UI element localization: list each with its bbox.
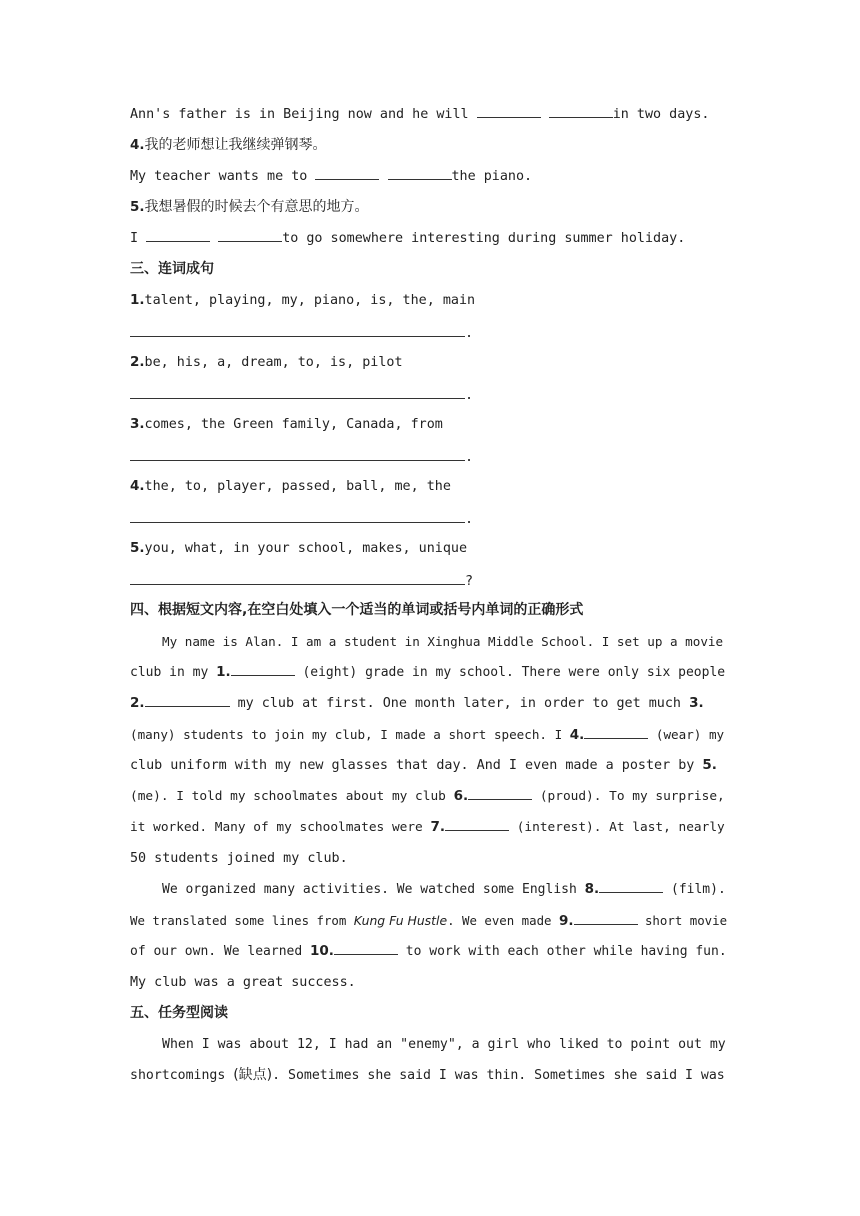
- q5-sentence: [130, 223, 731, 254]
- p4-text: club uniform with my new glasses that day. And I even made a poster by: [130, 758, 703, 773]
- p4-text: (proud). To my surprise,: [532, 789, 725, 804]
- p4-text: to work with each other while having fun.: [397, 944, 727, 959]
- p3-item-2-answer-line[interactable]: [130, 378, 465, 399]
- p4-text: My name is Alan. I am a student in Xinghua Middle School. I set up a movie: [162, 634, 724, 649]
- p5-text: . Sometimes she said I was thin. Sometimes she said I was: [272, 1068, 725, 1083]
- part3-heading: 三、连词成句: [130, 261, 214, 277]
- p4-text: (me). I told my schoolmates about my club: [130, 789, 454, 804]
- blank-4[interactable]: [584, 724, 648, 739]
- blank-2-number: 2.: [130, 695, 145, 711]
- part4-paragraph-1: [130, 626, 731, 874]
- q5-text-a: I: [130, 231, 147, 246]
- p3-item-4-number: 4.: [130, 478, 145, 494]
- p3-item-4-answer-line[interactable]: [130, 502, 465, 523]
- q4-blank-1[interactable]: [315, 165, 379, 180]
- p3-item-5-words: [130, 533, 731, 564]
- blank-6[interactable]: [468, 785, 532, 800]
- p4-text: (film).: [663, 882, 726, 897]
- p4-text: (interest). At last, nearly: [509, 820, 725, 835]
- film-title: Kung Fu Hustle: [353, 913, 448, 928]
- blank-10[interactable]: [334, 940, 398, 955]
- worksheet-content: [130, 99, 731, 1091]
- p5-line-1: [130, 1029, 731, 1060]
- p3-item-4-words: [130, 471, 731, 502]
- p4-text: of our own. We learned: [130, 944, 311, 959]
- blank-7[interactable]: [445, 816, 509, 831]
- p3-item-5-end: ?: [465, 574, 474, 589]
- p4-line-7: [130, 812, 731, 843]
- part4-paragraph-2: [130, 874, 731, 998]
- q5-blank-1[interactable]: [146, 227, 210, 242]
- p4-line-10: [130, 905, 731, 936]
- q5-text-b: to go somewhere interesting during summer holiday.: [282, 231, 686, 246]
- part4-heading: 四、根据短文内容,在空白处填入一个适当的单词或括号内单词的正确形式: [130, 602, 584, 618]
- p3-item-3-end: .: [465, 450, 474, 465]
- p3-item-4-text: the, to, player, passed, ball, me, the: [144, 479, 451, 494]
- blank-1-number: 1.: [216, 664, 231, 680]
- p3-item-3-number: 3.: [130, 416, 145, 432]
- p3-item-1-number: 1.: [130, 292, 145, 308]
- blank-8-number: 8.: [584, 881, 600, 897]
- p4-line-6: [130, 781, 731, 812]
- p5-text: shortcomings: [130, 1068, 234, 1083]
- p3-item-3-answer-line[interactable]: [130, 440, 465, 461]
- q3-sentence: [130, 99, 731, 130]
- p4-line-9: [130, 874, 731, 905]
- q4-blank-2[interactable]: [388, 165, 452, 180]
- q4-chinese: 我的老师想让我继续弹钢琴。: [144, 137, 327, 153]
- q3-text-b: in two days.: [612, 107, 710, 122]
- blank-8[interactable]: [599, 878, 663, 893]
- q3-text-a: Ann's father is in Beijing now and he will: [130, 107, 477, 122]
- blank-2[interactable]: [145, 692, 230, 707]
- p3-item-2-answer: [130, 378, 731, 409]
- p3-item-2-number: 2.: [130, 354, 145, 370]
- p4-line-12: [130, 967, 731, 998]
- q5-chinese: 我想暑假的时候去个有意思的地方。: [144, 199, 369, 215]
- p4-text: (wear) my: [648, 727, 725, 742]
- p5-text: When I was about 12, I had an "enemy", a girl who liked to point out my: [162, 1037, 726, 1052]
- p4-line-2: [130, 657, 731, 688]
- p4-text: short movie: [637, 913, 728, 928]
- q4-text-b: the piano.: [451, 169, 533, 184]
- p4-text: (many) students to join my club, I made a short speech. I: [130, 727, 570, 742]
- p4-text: We translated some lines from: [130, 913, 354, 928]
- blank-1[interactable]: [231, 661, 295, 676]
- p4-text: (eight) grade in my school. There were only six people: [294, 665, 726, 680]
- q3-blank-1[interactable]: [477, 103, 541, 118]
- p4-text: 50 students joined my club.: [130, 851, 348, 866]
- q5-blank-2[interactable]: [218, 227, 282, 242]
- part5-heading: 五、任务型阅读: [130, 1005, 228, 1021]
- blank-10-number: 10.: [310, 943, 334, 959]
- q3-blank-2[interactable]: [549, 103, 613, 118]
- p3-item-1-answer-line[interactable]: [130, 316, 465, 337]
- q5-number: 5.: [130, 199, 145, 215]
- q4-text-a: My teacher wants me to: [130, 169, 316, 184]
- blank-5-number: 5.: [702, 757, 717, 773]
- p3-item-1-words: [130, 285, 731, 316]
- p4-line-4: [130, 719, 731, 750]
- p3-item-4-answer: [130, 502, 731, 533]
- q5-prompt: [130, 192, 731, 223]
- p3-item-3-text: comes, the Green family, Canada, from: [144, 417, 443, 432]
- blank-9[interactable]: [574, 910, 638, 925]
- p5-gloss: (缺点): [233, 1067, 273, 1083]
- blank-9-number: 9.: [558, 913, 574, 929]
- p3-item-2-words: [130, 347, 731, 378]
- blank-6-number: 6.: [453, 788, 469, 804]
- blank-3-number: 3.: [689, 695, 704, 711]
- p3-item-3-words: [130, 409, 731, 440]
- p4-line-3: [130, 688, 731, 719]
- p3-item-2-text: be, his, a, dream, to, is, pilot: [144, 355, 403, 370]
- q4-sentence: [130, 161, 731, 192]
- p3-item-2-end: .: [465, 388, 474, 403]
- p3-item-4-end: .: [465, 512, 474, 527]
- blank-7-number: 7.: [430, 819, 446, 835]
- q4-prompt: [130, 130, 731, 161]
- p3-item-1-answer: [130, 316, 731, 347]
- p4-text: club in my: [130, 665, 217, 680]
- p4-text: We organized many activities. We watched some English: [162, 882, 585, 897]
- p4-text: it worked. Many of my schoolmates were: [130, 820, 431, 835]
- q4-number: 4.: [130, 137, 145, 153]
- p4-text: my club at first. One month later, in order to get much: [229, 696, 690, 711]
- p3-item-3-answer: [130, 440, 731, 471]
- p3-item-1-text: talent, playing, my, piano, is, the, main: [144, 293, 476, 308]
- p4-line-5: [130, 750, 731, 781]
- blank-4-number: 4.: [569, 727, 585, 743]
- p4-line-1: [130, 626, 731, 657]
- p4-line-11: [130, 936, 731, 967]
- p3-item-5-text: you, what, in your school, makes, unique: [144, 541, 468, 556]
- p3-item-1-end: .: [465, 326, 474, 341]
- p4-text: . We even made: [447, 913, 559, 928]
- p3-item-5-answer-line[interactable]: [130, 564, 465, 585]
- p3-item-5-answer: [130, 564, 731, 595]
- p3-item-5-number: 5.: [130, 540, 145, 556]
- p4-text: My club was a great success.: [130, 975, 356, 990]
- p4-line-8: [130, 843, 731, 874]
- p5-line-2: [130, 1060, 731, 1091]
